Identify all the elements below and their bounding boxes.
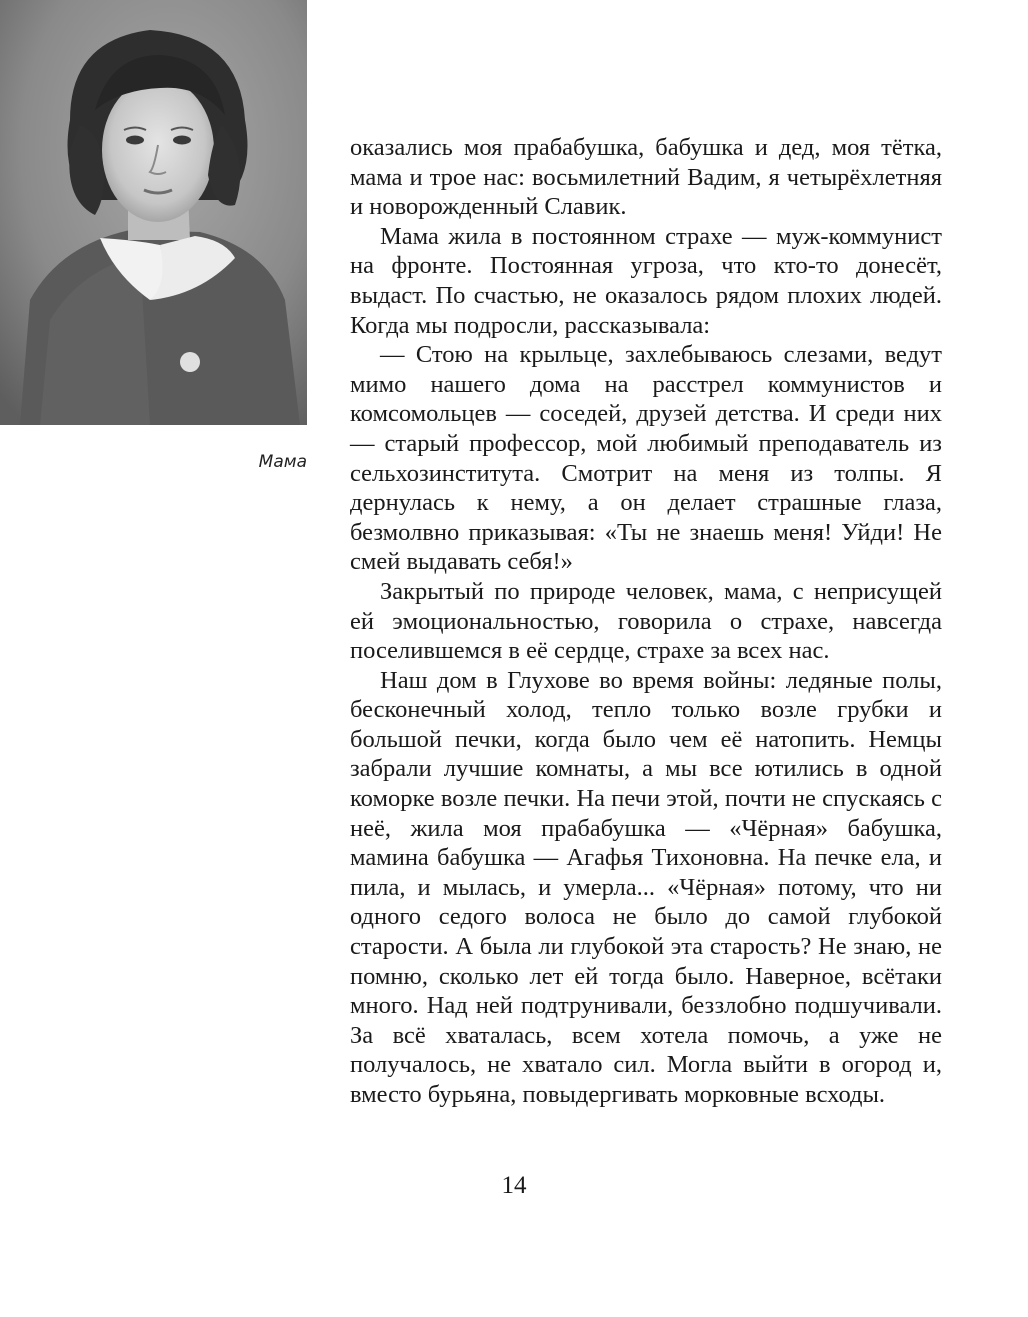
paragraph: — Стою на крыльце, захлебываюсь слезами, ведут мимо нашего дома на расстрел коммунистов и комсомольцев — соседей, друзей детства. И среди них — старый профессор, мой любимый преподаватель из сельхозинститута. Смотрит на меня из толпы. Я дернулась к нему, а он делает страшные глаза, безмолвно приказывая: «Ты не знаешь меня! Уйди! Не смей выдавать себя!» xyxy=(350,341,942,576)
paragraph: Наш дом в Глухове во время войны: ледяные полы, бесконечный холод, тепло только возле грубки и большой печки, когда было чем её натопить. Немцы забрали лучшие комнаты, а мы все ютились в одной коморке возле печки. На печи этой, почти не спускаясь с неё, жила моя прабабушка — «Чёрная» бабушка, мамина бабушка — Агафья Тихоновна. На печке ела, и пила, и мылась, и умерла... «Чёрная» потому, что ни одного седого волоса не было до самой глубокой старости. А была ли глубокой эта старость? Не знаю, не помню, сколько лет ей тогда было. Наверное, всётаки много. Над ней подтрунивали, беззлобно подшучивали. За всё хваталась, всем хотела помочь, а уже не получалось, не хватало сил. Могла выйти в огород и, вместо бурьяна, повыдергивать морковные всходы. xyxy=(350,666,942,1108)
paragraph: оказались моя прабабушка, бабушка и дед, моя тётка, мама и трое нас: восьмилетний Вадим, я четырёхлетняя и новорожденный Славик. xyxy=(350,134,942,221)
page-number: 14 xyxy=(501,1172,527,1199)
portrait-photo xyxy=(0,0,307,425)
portrait-illustration xyxy=(0,0,307,425)
paragraph: Мама жила в постоянном страхе — муж-коммунист на фронте. Постоянная угроза, что кто-то донесёт, выдаст. По счастью, не оказалось рядом плохих людей. Когда мы подросли, рассказывала: xyxy=(350,222,942,339)
body-text xyxy=(350,133,942,1110)
photo-caption: Мама xyxy=(258,452,307,472)
paragraph: Закрытый по природе человек, мама, с неприсущей ей эмоциональностью, говорила о страхе, навсегда поселившемся в её сердце, страхе за всех нас. xyxy=(350,577,942,665)
